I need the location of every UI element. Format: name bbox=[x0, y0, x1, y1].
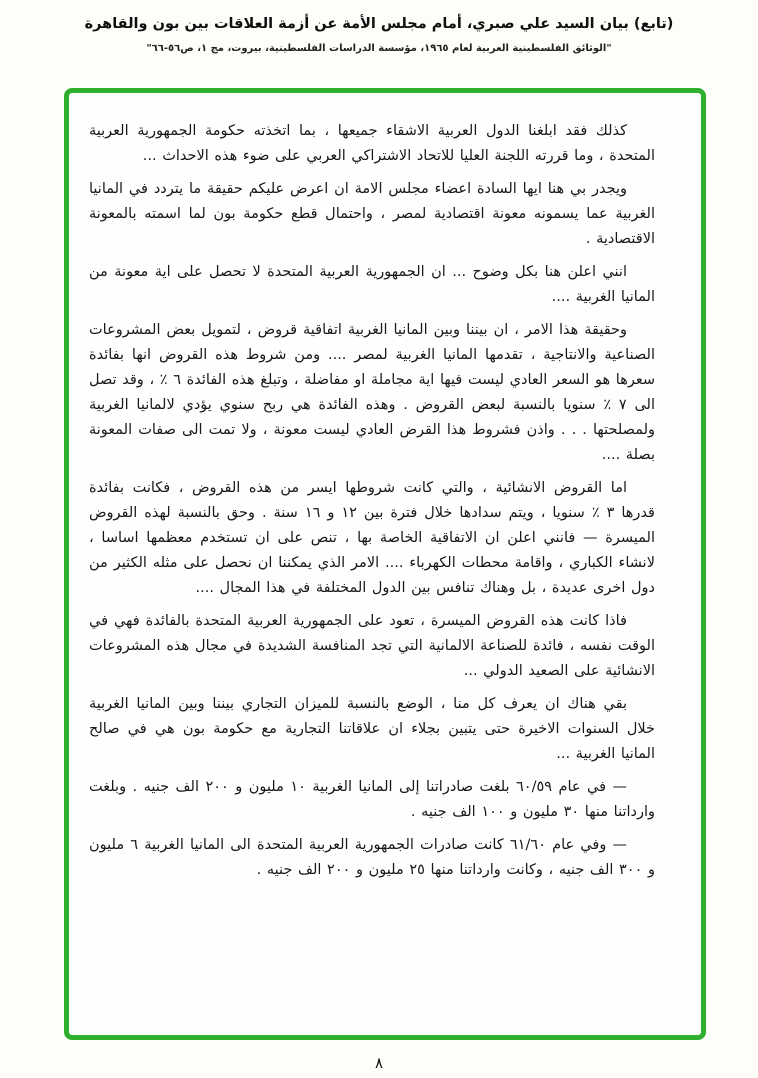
paragraph: — في عام ٦٠/٥٩ بلغت صادراتنا إلى المانيا الغربية ١٠ مليون و ٢٠٠ الف جنيه . وبلغت وارداتنا منها ٣٠ مليون و ١٠٠ الف جنيه . bbox=[89, 779, 655, 820]
paragraph: ويجدر بي هنا ايها السادة اعضاء مجلس الامة ان اعرض عليكم حقيقة ما يتردد في المانيا الغربية عما يسمونه معونة اقتصادية لمصر ، واحتمال قطع حكومة بون لما اسمته بالمعونة الاقتصادية . bbox=[89, 181, 655, 247]
document-source-citation: "الوثائق الفلسطينية العربية لعام ١٩٦٥، مؤسسة الدراسات الفلسطينية، بيروت، مج ١، ص٥٦-٦٦" bbox=[146, 42, 612, 54]
paragraph: وحقيقة هذا الامر ، ان بيننا وبين المانيا الغربية اتفاقية قروض ، لتمويل بعض المشروعات الصناعية والانتاجية ، تقدمها المانيا الغربية لمصر .... ومن شروط هذه القروض انها بفائدة سعرها هو السعر العادي ليست فيها اية مجاملة او مفاضلة ، وتبلغ هذه الفائدة ٦ ٪ ، وقد تصل الى ٧ ٪ سنويا بالنسبة لبعض القروض . وهذه الفائدة هي ربح سنوي يؤدي لالمانيا الغربية ولمصلحتها . . . واذن فشروط هذا القرض العادي ليست معونة ، ولا تمت الى صفات المعونة بصلة .... bbox=[89, 322, 655, 463]
paragraph: اما القروض الانشائية ، والتي كانت شروطها ايسر من هذه القروض ، فكانت بفائدة قدرها ٣ ٪ سنويا ، ويتم سدادها خلال فترة بين ١٢ و ١٦ سنة . وحق بالنسبة لهذه القروض الميسرة — فانني اعلن ان الاتفاقية الخاصة بها ، تنص على ان تستخدم معظمها اساسا ، لانشاء الكباري ، واقامة محطات الكهرباء .... الامر الذي يمكننا ان نحصل على مثله الكثير من دول اخرى عديدة ، بل وهناك تنافس بين الدول المختلفة في هذا المجال .... bbox=[89, 480, 655, 596]
paragraph: فاذا كانت هذه القروض الميسرة ، تعود على الجمهورية العربية المتحدة بالفائدة فهي في الوقت نفسه ، فائدة للصناعة الالمانية التي تجد المنافسة الشديدة في مجال هذه المشروعات الانشائية على الصعيد الدولي ... bbox=[89, 613, 655, 679]
page-header bbox=[0, 14, 758, 54]
paragraph: انني اعلن هنا بكل وضوح ... ان الجمهورية العربية المتحدة لا تحصل على اية معونة من المانيا الغربية .... bbox=[89, 264, 655, 305]
paragraph: بقي هناك ان يعرف كل منا ، الوضع بالنسبة للميزان التجاري بيننا وبين المانيا الغربية خلال السنوات الاخيرة حتى يتبين بجلاء ان علاقاتنا التجارية مع حكومة بون هي في صالح المانيا الغربية ... bbox=[89, 696, 655, 762]
page-footer bbox=[0, 1054, 758, 1072]
paragraph: — وفي عام ٦١/٦٠ كانت صادرات الجمهورية العربية المتحدة الى المانيا الغربية ٦ مليون و ٣٠٠ الف جنيه ، وكانت وارداتنا منها ٢٥ مليون و ٢٠٠ الف جنيه . bbox=[89, 837, 655, 878]
paragraph: كذلك فقد ابلغنا الدول العربية الاشقاء جميعها ، بما اتخذته حكومة الجمهورية العربية المتحدة ، وما قررته اللجنة العليا للاتحاد الاشتراكي العربي على ضوء هذه الاحداث ... bbox=[89, 123, 655, 164]
document-body bbox=[89, 119, 655, 883]
green-border-frame bbox=[64, 88, 706, 1040]
page-number: ٨ bbox=[374, 1054, 384, 1072]
document-title: (تابع) بيان السيد علي صبري، أمام مجلس الأمة عن أزمة العلاقات بين بون والقاهرة bbox=[84, 16, 674, 32]
